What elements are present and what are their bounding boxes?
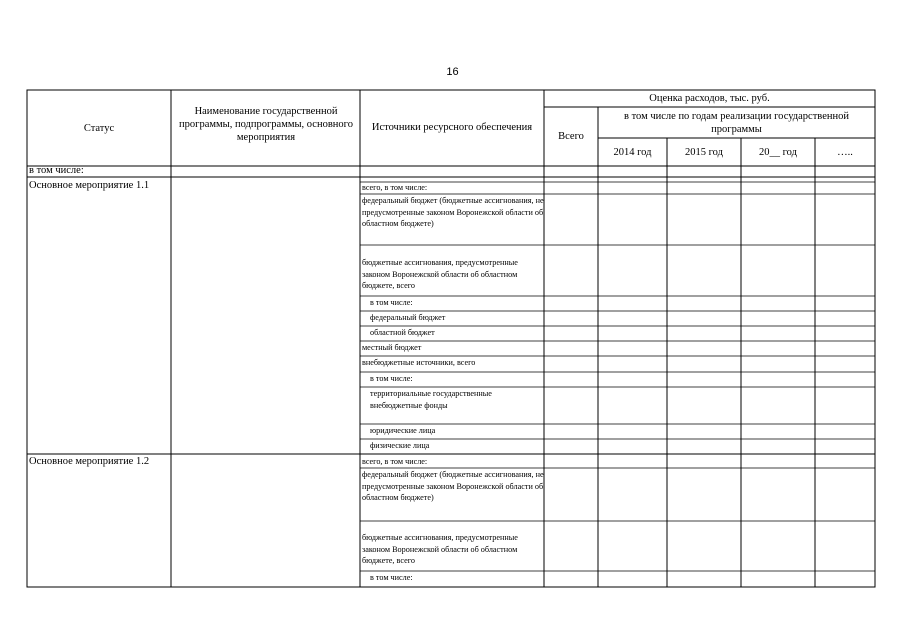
header-estimate: Оценка расходов, тыс. руб. <box>649 93 770 104</box>
header-year-more: ….. <box>837 146 853 158</box>
activity-1-1-status: Основное мероприятие 1.1 <box>29 180 150 191</box>
source-row: в том числе: <box>370 298 413 307</box>
source-row: физические лица <box>370 441 430 450</box>
source-row: юридические лица <box>370 426 436 435</box>
header-by-years: в том числе по годам реализации государственной программы <box>624 110 849 135</box>
header-year-20xx: 20__ год <box>759 146 797 158</box>
source-row: территориальные государственные внебюджетные фонды <box>370 389 492 410</box>
header-year-2015: 2015 год <box>685 146 723 158</box>
source-row: федеральный бюджет (бюджетные ассигнования, не предусмотренные законом Воронежской области об областном бюджете) <box>362 470 544 502</box>
header-sources: Источники ресурсного обеспечения <box>371 121 533 133</box>
header-status: Статус <box>83 122 115 134</box>
source-row: местный бюджет <box>362 343 422 352</box>
header-total: Всего <box>558 131 584 142</box>
source-row: федеральный бюджет (бюджетные ассигнования, не предусмотренные законом Воронежской области об областном бюджете) <box>362 196 544 228</box>
source-row: федеральный бюджет <box>370 313 446 322</box>
source-row: всего, в том числе: <box>362 183 428 192</box>
source-row: бюджетные ассигнования, предусмотренные законом Воронежской области об областном бюджете, всего <box>362 533 518 565</box>
activity-1-2-status: Основное мероприятие 1.2 <box>29 456 150 467</box>
header-year-2014: 2014 год <box>613 146 652 158</box>
header-name: Наименование государственной программы, подпрограммы, основного мероприятия <box>179 105 353 143</box>
source-row: всего, в том числе: <box>362 457 428 466</box>
source-row: областной бюджет <box>370 328 435 337</box>
including-label: в том числе: <box>29 165 84 176</box>
source-row: в том числе: <box>370 374 413 383</box>
source-row: внебюджетные источники, всего <box>362 358 476 367</box>
source-row: бюджетные ассигнования, предусмотренные законом Воронежской области об областном бюджете, всего <box>362 258 518 290</box>
source-row: в том числе: <box>370 573 413 582</box>
page-number: 16 <box>446 66 459 78</box>
